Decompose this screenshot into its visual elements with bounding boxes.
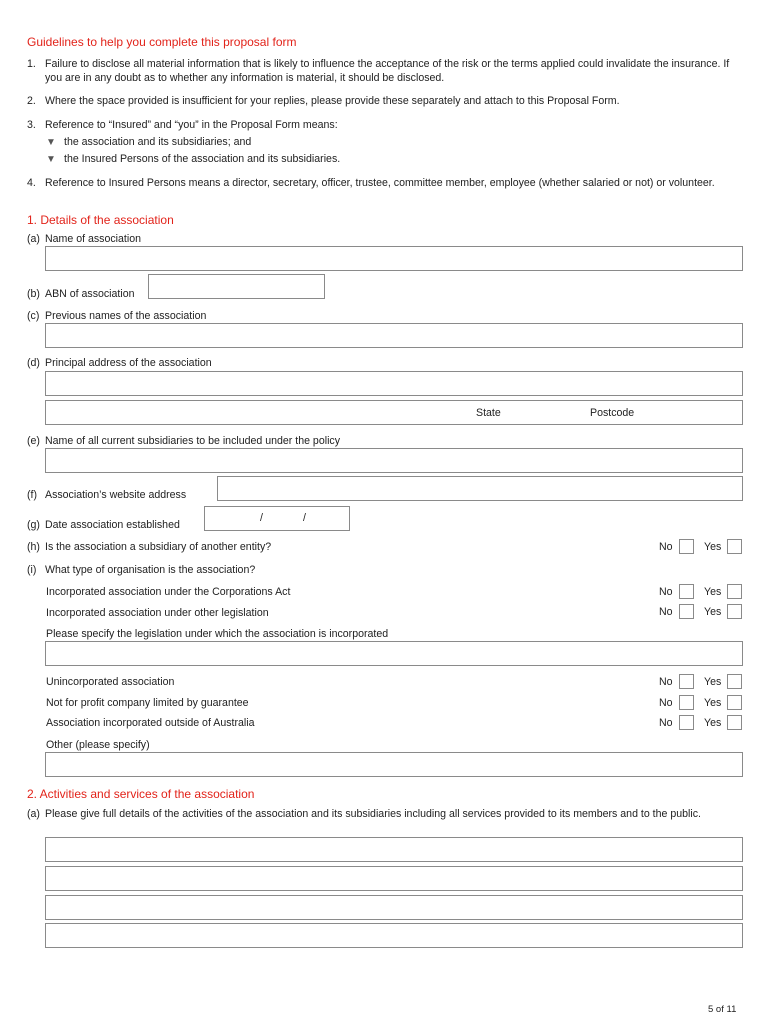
section2-title: 2. Activities and services of the association: [27, 787, 255, 801]
no-checkbox[interactable]: [679, 539, 694, 554]
yes-checkbox[interactable]: [727, 674, 742, 689]
date-separator: /: [260, 512, 263, 524]
activities-input-line-4[interactable]: [45, 923, 743, 948]
activities-input-line-3[interactable]: [45, 895, 743, 920]
page-number: 5 of 11: [708, 1004, 737, 1015]
activities-input-line-1[interactable]: [45, 837, 743, 862]
date-separator: /: [303, 512, 306, 524]
subsidiary-yes-no: No Yes: [659, 539, 745, 555]
guideline-item-1: 1. Failure to disclose all material information that is likely to influence the acceptance of the risk or the terms applied could invalidate the insurance. If you are in any doubt as to whether any information is material, it should be disclosed.: [27, 58, 730, 84]
org-type-outside-australia-yes-no: No Yes: [659, 715, 745, 731]
yes-checkbox[interactable]: [727, 715, 742, 730]
abn-input[interactable]: [148, 274, 325, 299]
activities-input-line-2[interactable]: [45, 866, 743, 891]
org-type-not-for-profit-yes-no: No Yes: [659, 695, 745, 711]
guideline-item-3: 3. Reference to “Insured” and “you” in the Proposal Form means:: [27, 119, 338, 131]
no-checkbox[interactable]: [679, 584, 694, 599]
legislation-input[interactable]: [45, 641, 743, 666]
other-org-type-input[interactable]: [45, 752, 743, 777]
yes-checkbox[interactable]: [727, 584, 742, 599]
address-line-input[interactable]: [45, 371, 743, 396]
no-checkbox[interactable]: [679, 674, 694, 689]
state-label: State: [476, 407, 501, 419]
guidelines-title: Guidelines to help you complete this proposal form: [27, 35, 297, 49]
triangle-bullet-icon: ▼: [46, 154, 56, 165]
yes-checkbox[interactable]: [727, 604, 742, 619]
org-type-option-label: Not for profit company limited by guarantee: [46, 697, 249, 709]
org-type-corporations-act-yes-no: No Yes: [659, 584, 745, 600]
triangle-bullet-icon: ▼: [46, 137, 56, 148]
org-type-option-label: Association incorporated outside of Australia: [46, 717, 255, 729]
section1-title: 1. Details of the association: [27, 213, 174, 227]
org-type-option-label: Incorporated association under other legislation: [46, 607, 269, 619]
association-name-input[interactable]: [45, 246, 743, 271]
postcode-label: Postcode: [590, 407, 635, 419]
guideline-bullet-2: ▼ the Insured Persons of the association and its subsidiaries.: [46, 153, 341, 165]
no-checkbox[interactable]: [679, 604, 694, 619]
org-type-other-legislation-yes-no: No Yes: [659, 604, 745, 620]
subsidiaries-input[interactable]: [45, 448, 743, 473]
field-2a-label: (a) Please give full details of the activities of the association and its subsidiaries including all services provided to its members and to the public.: [27, 808, 701, 820]
previous-names-input[interactable]: [45, 323, 743, 348]
guideline-item-2: 2. Where the space provided is insufficient for your replies, please provide these separately and attach to this Proposal Form.: [27, 95, 620, 107]
org-type-option-label: Unincorporated association: [46, 676, 175, 688]
no-checkbox[interactable]: [679, 695, 694, 710]
address-state-postcode-input[interactable]: [45, 400, 743, 425]
no-checkbox[interactable]: [679, 715, 694, 730]
guideline-bullet-1: ▼ the association and its subsidiaries; and: [46, 136, 252, 148]
other-specify-label: Other (please specify): [46, 739, 150, 751]
yes-checkbox[interactable]: [727, 695, 742, 710]
legislation-specify-label: Please specify the legislation under which the association is incorporated: [46, 628, 389, 640]
date-established-input[interactable]: [204, 506, 350, 531]
guideline-item-4: 4. Reference to Insured Persons means a director, secretary, officer, trustee, committee member, employee (whether salaried or not) or volunteer.: [27, 177, 715, 189]
org-type-unincorporated-yes-no: No Yes: [659, 674, 745, 690]
yes-checkbox[interactable]: [727, 539, 742, 554]
website-input[interactable]: [217, 476, 743, 501]
org-type-option-label: Incorporated association under the Corporations Act: [46, 586, 291, 598]
